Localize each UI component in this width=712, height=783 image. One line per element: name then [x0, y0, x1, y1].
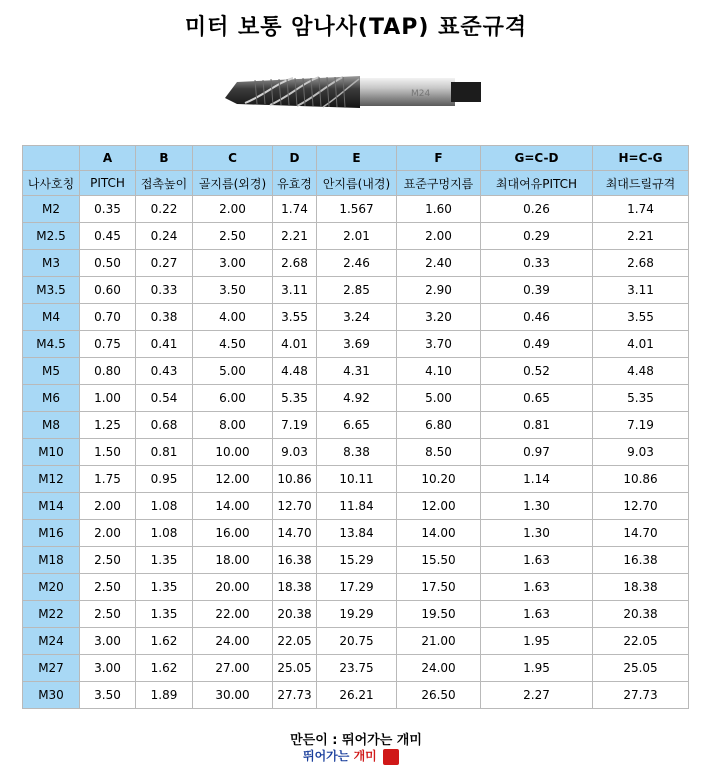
header-name-0: 나사호칭	[23, 171, 80, 196]
size-cell: M14	[23, 493, 80, 520]
value-cell: 14.70	[593, 520, 689, 547]
value-cell: 20.75	[317, 628, 397, 655]
value-cell: 1.35	[136, 574, 193, 601]
value-cell: 10.86	[593, 466, 689, 493]
table-row	[23, 547, 689, 574]
header-name-row	[23, 171, 689, 196]
value-cell: 1.00	[80, 385, 136, 412]
table-row	[23, 493, 689, 520]
value-cell: 14.70	[273, 520, 317, 547]
logo-text-2: 개미	[353, 749, 377, 763]
value-cell: 4.92	[317, 385, 397, 412]
value-cell: 3.69	[317, 331, 397, 358]
value-cell: 3.55	[273, 304, 317, 331]
value-cell: 3.50	[193, 277, 273, 304]
value-cell: 26.21	[317, 682, 397, 709]
value-cell: 3.50	[80, 682, 136, 709]
value-cell: 0.52	[481, 358, 593, 385]
size-cell: M2	[23, 196, 80, 223]
size-cell: M4.5	[23, 331, 80, 358]
value-cell: 3.70	[397, 331, 481, 358]
value-cell: 21.00	[397, 628, 481, 655]
size-cell: M24	[23, 628, 80, 655]
value-cell: 3.24	[317, 304, 397, 331]
header-name-8: 최대드릴규격	[593, 171, 689, 196]
value-cell: 0.95	[136, 466, 193, 493]
value-cell: 0.43	[136, 358, 193, 385]
value-cell: 20.00	[193, 574, 273, 601]
value-cell: 14.00	[193, 493, 273, 520]
value-cell: 9.03	[593, 439, 689, 466]
value-cell: 4.48	[593, 358, 689, 385]
value-cell: 5.35	[593, 385, 689, 412]
value-cell: 19.29	[317, 601, 397, 628]
header-name-2: 접촉높이	[136, 171, 193, 196]
value-cell: 2.27	[481, 682, 593, 709]
value-cell: 10.86	[273, 466, 317, 493]
value-cell: 0.80	[80, 358, 136, 385]
value-cell: 1.74	[273, 196, 317, 223]
table-row	[23, 466, 689, 493]
value-cell: 4.48	[273, 358, 317, 385]
header-name-7: 최대여유PITCH	[481, 171, 593, 196]
table-row	[23, 574, 689, 601]
table-row	[23, 601, 689, 628]
value-cell: 3.20	[397, 304, 481, 331]
table-row	[23, 223, 689, 250]
value-cell: 3.00	[80, 628, 136, 655]
value-cell: 9.03	[273, 439, 317, 466]
value-cell: 4.10	[397, 358, 481, 385]
tap-tool-image	[215, 70, 485, 114]
value-cell: 1.14	[481, 466, 593, 493]
logo-stamp-icon	[383, 749, 399, 765]
value-cell: 0.81	[136, 439, 193, 466]
value-cell: 0.97	[481, 439, 593, 466]
value-cell: 8.38	[317, 439, 397, 466]
value-cell: 27.73	[273, 682, 317, 709]
header-letter-2: B	[136, 146, 193, 171]
value-cell: 2.90	[397, 277, 481, 304]
header-name-4: 유효경	[273, 171, 317, 196]
value-cell: 25.05	[273, 655, 317, 682]
value-cell: 2.85	[317, 277, 397, 304]
header-letter-4: D	[273, 146, 317, 171]
value-cell: 2.68	[593, 250, 689, 277]
value-cell: 4.01	[273, 331, 317, 358]
value-cell: 1.75	[80, 466, 136, 493]
value-cell: 1.30	[481, 520, 593, 547]
logo-text-1: 뛰어가는	[303, 749, 350, 763]
value-cell: 2.21	[593, 223, 689, 250]
value-cell: 0.39	[481, 277, 593, 304]
value-cell: 18.38	[273, 574, 317, 601]
value-cell: 0.24	[136, 223, 193, 250]
value-cell: 0.81	[481, 412, 593, 439]
header-name-3: 골지름(외경)	[193, 171, 273, 196]
value-cell: 2.68	[273, 250, 317, 277]
value-cell: 6.65	[317, 412, 397, 439]
value-cell: 2.50	[80, 547, 136, 574]
value-cell: 0.65	[481, 385, 593, 412]
table-row	[23, 412, 689, 439]
value-cell: 27.73	[593, 682, 689, 709]
value-cell: 0.33	[136, 277, 193, 304]
value-cell: 1.74	[593, 196, 689, 223]
value-cell: 0.54	[136, 385, 193, 412]
value-cell: 18.00	[193, 547, 273, 574]
value-cell: 2.00	[80, 493, 136, 520]
table-row	[23, 358, 689, 385]
value-cell: 17.29	[317, 574, 397, 601]
value-cell: 1.08	[136, 493, 193, 520]
value-cell: 5.00	[397, 385, 481, 412]
table-row	[23, 196, 689, 223]
header-letter-3: C	[193, 146, 273, 171]
value-cell: 8.50	[397, 439, 481, 466]
value-cell: 0.49	[481, 331, 593, 358]
value-cell: 25.05	[593, 655, 689, 682]
value-cell: 1.62	[136, 628, 193, 655]
value-cell: 1.567	[317, 196, 397, 223]
value-cell: 0.70	[80, 304, 136, 331]
value-cell: 18.38	[593, 574, 689, 601]
table-row	[23, 331, 689, 358]
value-cell: 0.29	[481, 223, 593, 250]
value-cell: 0.41	[136, 331, 193, 358]
value-cell: 0.68	[136, 412, 193, 439]
value-cell: 1.50	[80, 439, 136, 466]
value-cell: 16.38	[273, 547, 317, 574]
value-cell: 0.33	[481, 250, 593, 277]
value-cell: 22.05	[273, 628, 317, 655]
value-cell: 16.38	[593, 547, 689, 574]
value-cell: 1.89	[136, 682, 193, 709]
table-row	[23, 250, 689, 277]
tap-marking: M24	[411, 89, 431, 99]
size-cell: M27	[23, 655, 80, 682]
value-cell: 10.00	[193, 439, 273, 466]
table-row	[23, 520, 689, 547]
size-cell: M3	[23, 250, 80, 277]
size-cell: M18	[23, 547, 80, 574]
value-cell: 7.19	[593, 412, 689, 439]
size-cell: M16	[23, 520, 80, 547]
value-cell: 0.75	[80, 331, 136, 358]
value-cell: 12.00	[397, 493, 481, 520]
value-cell: 1.95	[481, 655, 593, 682]
value-cell: 1.30	[481, 493, 593, 520]
header-name-1: PITCH	[80, 171, 136, 196]
size-cell: M5	[23, 358, 80, 385]
credit-text: 만든이 : 뛰어가는 개미	[290, 733, 422, 748]
value-cell: 0.35	[80, 196, 136, 223]
header-letter-row	[23, 146, 689, 171]
value-cell: 1.60	[397, 196, 481, 223]
header-letter-5: E	[317, 146, 397, 171]
value-cell: 2.00	[397, 223, 481, 250]
size-cell: M22	[23, 601, 80, 628]
header-letter-8: H=C-G	[593, 146, 689, 171]
value-cell: 3.11	[593, 277, 689, 304]
value-cell: 26.50	[397, 682, 481, 709]
value-cell: 11.84	[317, 493, 397, 520]
value-cell: 3.00	[80, 655, 136, 682]
value-cell: 2.00	[80, 520, 136, 547]
value-cell: 0.27	[136, 250, 193, 277]
value-cell: 1.95	[481, 628, 593, 655]
value-cell: 30.00	[193, 682, 273, 709]
value-cell: 0.50	[80, 250, 136, 277]
value-cell: 0.38	[136, 304, 193, 331]
value-cell: 16.00	[193, 520, 273, 547]
value-cell: 1.63	[481, 574, 593, 601]
table-body	[23, 196, 689, 709]
value-cell: 4.01	[593, 331, 689, 358]
value-cell: 24.00	[397, 655, 481, 682]
value-cell: 2.40	[397, 250, 481, 277]
spec-table	[22, 145, 689, 709]
size-cell: M3.5	[23, 277, 80, 304]
value-cell: 1.25	[80, 412, 136, 439]
value-cell: 1.62	[136, 655, 193, 682]
size-cell: M12	[23, 466, 80, 493]
value-cell: 5.00	[193, 358, 273, 385]
value-cell: 20.38	[273, 601, 317, 628]
size-cell: M20	[23, 574, 80, 601]
value-cell: 1.63	[481, 601, 593, 628]
value-cell: 12.70	[273, 493, 317, 520]
table-row	[23, 655, 689, 682]
header-letter-0	[23, 146, 80, 171]
header-letter-1: A	[80, 146, 136, 171]
value-cell: 22.00	[193, 601, 273, 628]
value-cell: 27.00	[193, 655, 273, 682]
value-cell: 15.29	[317, 547, 397, 574]
table-row	[23, 682, 689, 709]
value-cell: 0.26	[481, 196, 593, 223]
value-cell: 0.45	[80, 223, 136, 250]
value-cell: 24.00	[193, 628, 273, 655]
size-cell: M10	[23, 439, 80, 466]
size-cell: M6	[23, 385, 80, 412]
header-letter-7: G=C-D	[481, 146, 593, 171]
table-row	[23, 304, 689, 331]
size-cell: M8	[23, 412, 80, 439]
value-cell: 2.50	[80, 574, 136, 601]
value-cell: 20.38	[593, 601, 689, 628]
value-cell: 4.50	[193, 331, 273, 358]
value-cell: 19.50	[397, 601, 481, 628]
value-cell: 7.19	[273, 412, 317, 439]
value-cell: 3.55	[593, 304, 689, 331]
value-cell: 2.46	[317, 250, 397, 277]
value-cell: 6.80	[397, 412, 481, 439]
value-cell: 0.60	[80, 277, 136, 304]
table-row	[23, 439, 689, 466]
value-cell: 4.00	[193, 304, 273, 331]
value-cell: 1.08	[136, 520, 193, 547]
brand-logo	[303, 747, 413, 767]
value-cell: 8.00	[193, 412, 273, 439]
table-row	[23, 385, 689, 412]
value-cell: 2.00	[193, 196, 273, 223]
value-cell: 1.63	[481, 547, 593, 574]
value-cell: 17.50	[397, 574, 481, 601]
value-cell: 2.50	[193, 223, 273, 250]
value-cell: 2.50	[80, 601, 136, 628]
value-cell: 10.11	[317, 466, 397, 493]
value-cell: 12.70	[593, 493, 689, 520]
page-title: 미터 보통 암나사(TAP) 표준규격	[184, 15, 528, 40]
value-cell: 6.00	[193, 385, 273, 412]
value-cell: 13.84	[317, 520, 397, 547]
value-cell: 3.00	[193, 250, 273, 277]
value-cell: 1.35	[136, 547, 193, 574]
value-cell: 12.00	[193, 466, 273, 493]
value-cell: 1.35	[136, 601, 193, 628]
header-letter-6: F	[397, 146, 481, 171]
value-cell: 22.05	[593, 628, 689, 655]
value-cell: 0.22	[136, 196, 193, 223]
size-cell: M4	[23, 304, 80, 331]
size-cell: M30	[23, 682, 80, 709]
value-cell: 3.11	[273, 277, 317, 304]
table-row	[23, 628, 689, 655]
value-cell: 10.20	[397, 466, 481, 493]
value-cell: 0.46	[481, 304, 593, 331]
header-name-5: 안지름(내경)	[317, 171, 397, 196]
value-cell: 23.75	[317, 655, 397, 682]
value-cell: 2.21	[273, 223, 317, 250]
value-cell: 15.50	[397, 547, 481, 574]
value-cell: 14.00	[397, 520, 481, 547]
table-row	[23, 277, 689, 304]
value-cell: 2.01	[317, 223, 397, 250]
value-cell: 4.31	[317, 358, 397, 385]
header-name-6: 표준구멍지름	[397, 171, 481, 196]
size-cell: M2.5	[23, 223, 80, 250]
value-cell: 5.35	[273, 385, 317, 412]
